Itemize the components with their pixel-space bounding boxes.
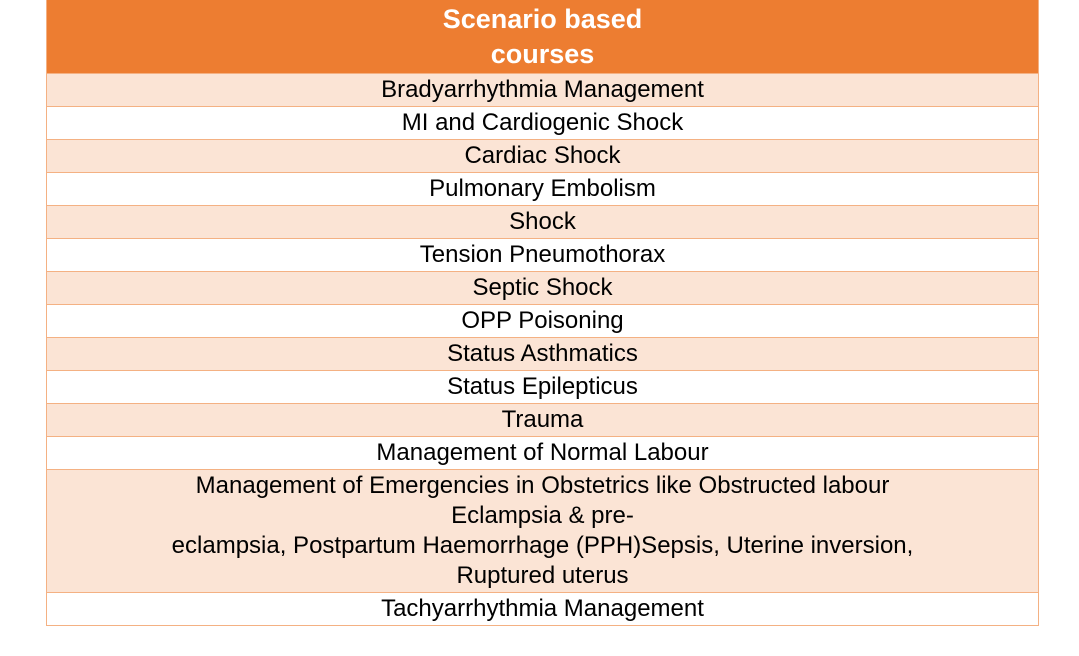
course-tachyarrhythmia-management: Tachyarrhythmia Management (47, 593, 1039, 626)
courses-table (46, 0, 1039, 626)
course-obstetric-emergencies (47, 470, 1039, 593)
table-header-row (47, 0, 1039, 74)
table-row (47, 140, 1039, 173)
table-row (47, 107, 1039, 140)
course-normal-labour: Management of Normal Labour (47, 437, 1039, 470)
course-bradyarrhythmia-management: Bradyarrhythmia Management (47, 74, 1039, 107)
course-shock: Shock (47, 206, 1039, 239)
course-trauma: Trauma (47, 404, 1039, 437)
table-row (47, 173, 1039, 206)
course-status-asthmatics: Status Asthmatics (47, 338, 1039, 371)
table-header-cell (47, 0, 1039, 74)
course-opp-poisoning: OPP Poisoning (47, 305, 1039, 338)
obstetric-line-3: eclampsia, Postpartum Haemorrhage (PPH)Sepsis, Uterine inversion, (171, 532, 914, 559)
course-tension-pneumothorax: Tension Pneumothorax (47, 239, 1039, 272)
table-row (47, 338, 1039, 371)
course-pulmonary-embolism: Pulmonary Embolism (47, 173, 1039, 206)
course-cardiac-shock: Cardiac Shock (47, 140, 1039, 173)
obstetric-line-1: Management of Emergencies in Obstetrics like Obstructed labour (195, 472, 890, 499)
table-row (47, 206, 1039, 239)
course-status-epilepticus: Status Epilepticus (47, 371, 1039, 404)
table-row (47, 371, 1039, 404)
table-header-title: Scenario based courses (442, 3, 643, 69)
course-mi-cardiogenic-shock: MI and Cardiogenic Shock (47, 107, 1039, 140)
table-row (47, 74, 1039, 107)
course-septic-shock: Septic Shock (47, 272, 1039, 305)
table-row (47, 437, 1039, 470)
table-row (47, 593, 1039, 626)
obstetric-line-4: Ruptured uterus (456, 562, 629, 589)
obstetric-line-2: Eclampsia & pre- (451, 502, 634, 529)
table-row (47, 404, 1039, 437)
table-row (47, 239, 1039, 272)
table-row (47, 470, 1039, 593)
table-row (47, 305, 1039, 338)
table-row (47, 272, 1039, 305)
